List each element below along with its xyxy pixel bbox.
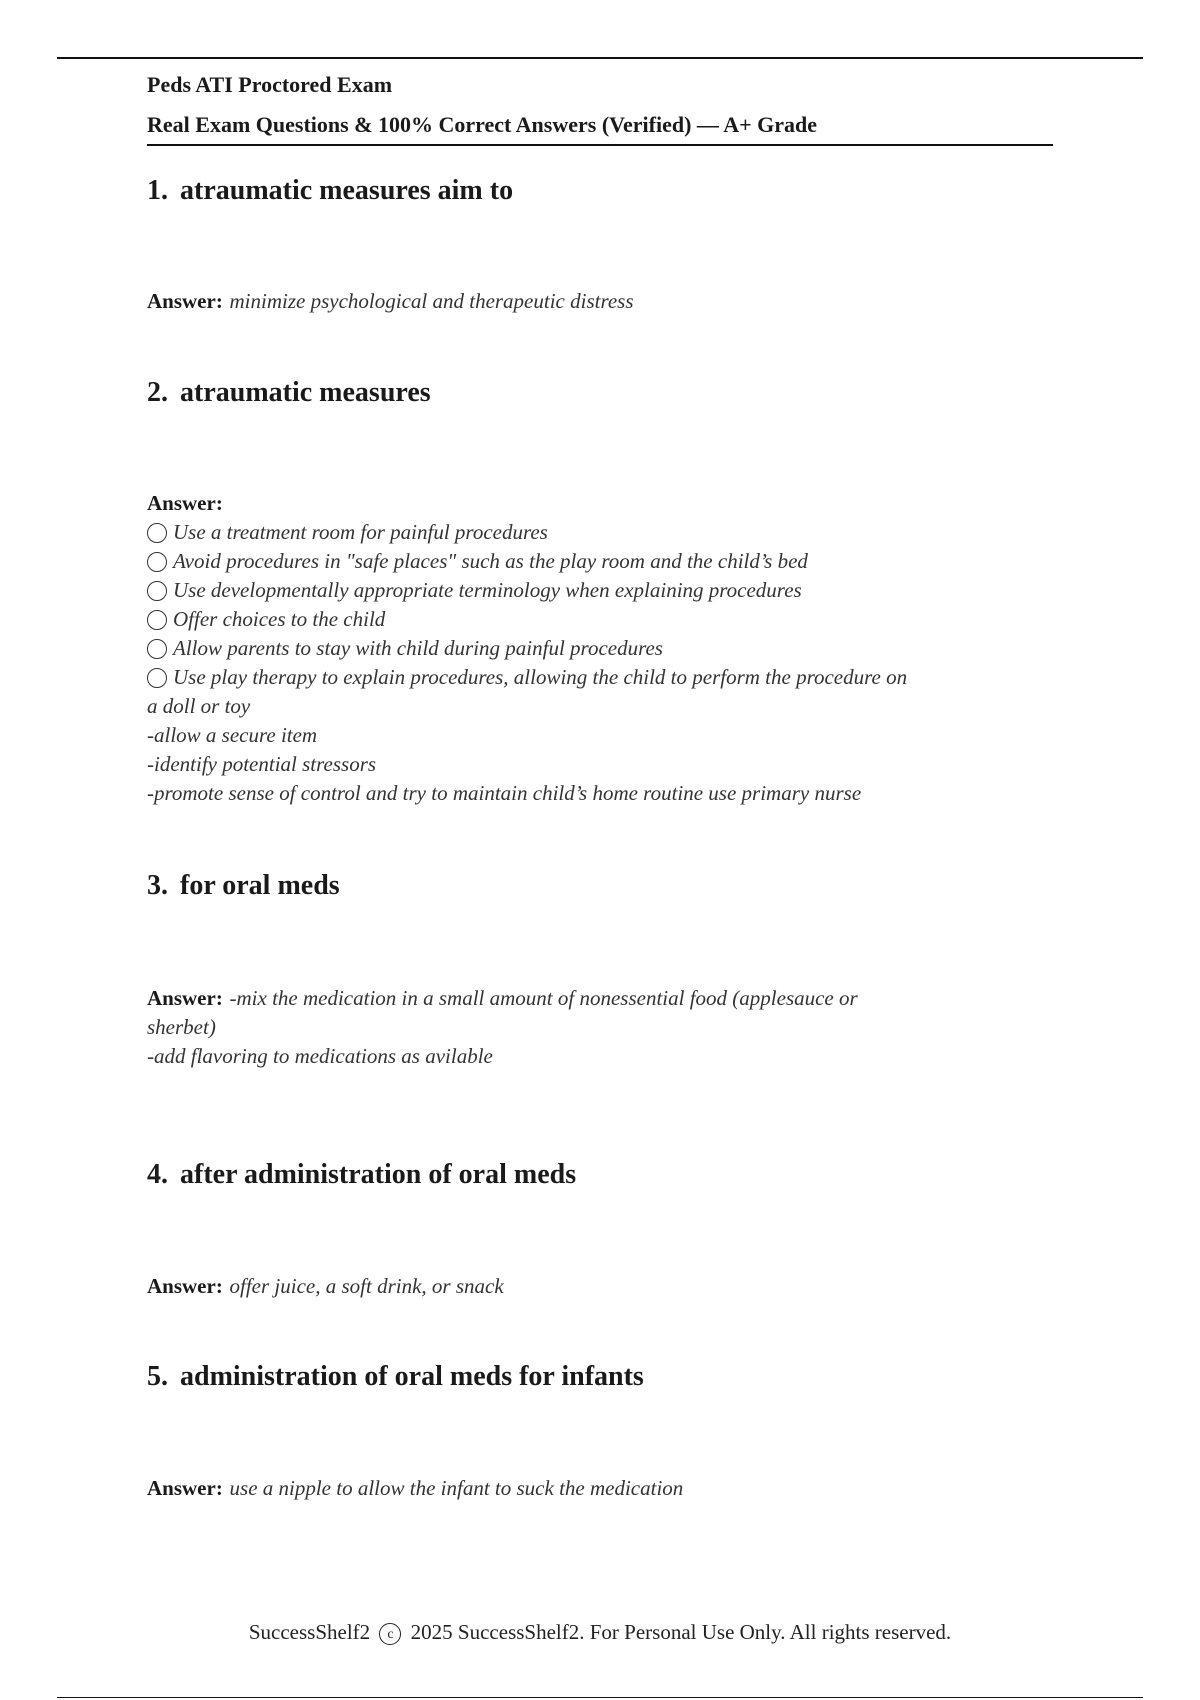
answer-label: Answer: xyxy=(147,986,223,1010)
circle-bullet-icon xyxy=(147,523,167,543)
top-rule xyxy=(57,57,1143,59)
footer-brand: SuccessShelf2 xyxy=(248,1620,371,1644)
list-item: -identify potential stressors xyxy=(147,752,377,776)
list-item: Use play therapy to explain procedures, allowing the child to perform the procedure on xyxy=(147,663,1057,692)
page-footer xyxy=(0,1620,1200,1645)
question-text: atraumatic measures aim to xyxy=(180,175,514,206)
question-3-answer xyxy=(147,984,1057,1071)
answer-text: -add flavoring to medications as avilable xyxy=(147,1044,493,1068)
question-text: administration of oral meds for infants xyxy=(180,1361,644,1392)
answer-label: Answer: xyxy=(147,491,223,515)
question-4-title xyxy=(147,1159,576,1191)
list-item: Offer choices to the child xyxy=(147,605,1057,634)
question-5-answer xyxy=(147,1474,1057,1503)
question-text: atraumatic measures xyxy=(180,377,431,408)
question-5-title xyxy=(147,1361,644,1393)
answer-text: sherbet) xyxy=(147,1015,216,1039)
circle-bullet-icon xyxy=(147,552,167,572)
question-3-title xyxy=(147,870,340,902)
question-4-answer xyxy=(147,1272,1057,1301)
question-1-title xyxy=(147,175,513,207)
document-subtitle: Real Exam Questions & 100% Correct Answers (Verified) — A+ Grade xyxy=(147,106,1053,146)
question-text: after administration of oral meds xyxy=(180,1159,577,1190)
question-1-answer xyxy=(147,287,1057,316)
copyright-icon: c xyxy=(379,1623,401,1645)
circle-bullet-icon xyxy=(147,639,167,659)
circle-bullet-icon xyxy=(147,668,167,688)
answer-text: -mix the medication in a small amount of nonessential food (applesauce or xyxy=(229,986,858,1010)
footer-text: 2025 SuccessShelf2. For Personal Use Only. All rights reserved. xyxy=(410,1620,952,1644)
question-2-title xyxy=(147,377,431,409)
circle-bullet-icon xyxy=(147,581,167,601)
bottom-rule xyxy=(57,1697,1143,1698)
answer-label: Answer: xyxy=(147,289,223,313)
answer-text: minimize psychological and therapeutic distress xyxy=(229,289,634,313)
question-2-answer xyxy=(147,489,1057,808)
question-number: 4. xyxy=(147,1159,168,1190)
answer-text: offer juice, a soft drink, or snack xyxy=(229,1274,504,1298)
circle-bullet-icon xyxy=(147,610,167,630)
list-item: Allow parents to stay with child during painful procedures xyxy=(147,634,1057,663)
list-item: Avoid procedures in "safe places" such as the play room and the child’s bed xyxy=(147,547,1057,576)
answer-label: Answer: xyxy=(147,1476,223,1500)
answer-label: Answer: xyxy=(147,1274,223,1298)
list-item-continuation: a doll or toy xyxy=(147,694,251,718)
list-item: Use a treatment room for painful procedures xyxy=(147,518,1057,547)
question-number: 5. xyxy=(147,1361,168,1392)
question-number: 3. xyxy=(147,870,168,901)
answer-text: use a nipple to allow the infant to suck the medication xyxy=(229,1476,684,1500)
question-number: 2. xyxy=(147,377,168,408)
list-item: -allow a secure item xyxy=(147,723,318,747)
list-item: -promote sense of control and try to maintain child’s home routine use primary nurse xyxy=(147,781,862,805)
question-number: 1. xyxy=(147,175,168,206)
list-item: Use developmentally appropriate terminology when explaining procedures xyxy=(147,576,1057,605)
page-header xyxy=(147,64,1053,146)
question-text: for oral meds xyxy=(180,870,340,901)
document-title: Peds ATI Proctored Exam xyxy=(147,72,393,97)
